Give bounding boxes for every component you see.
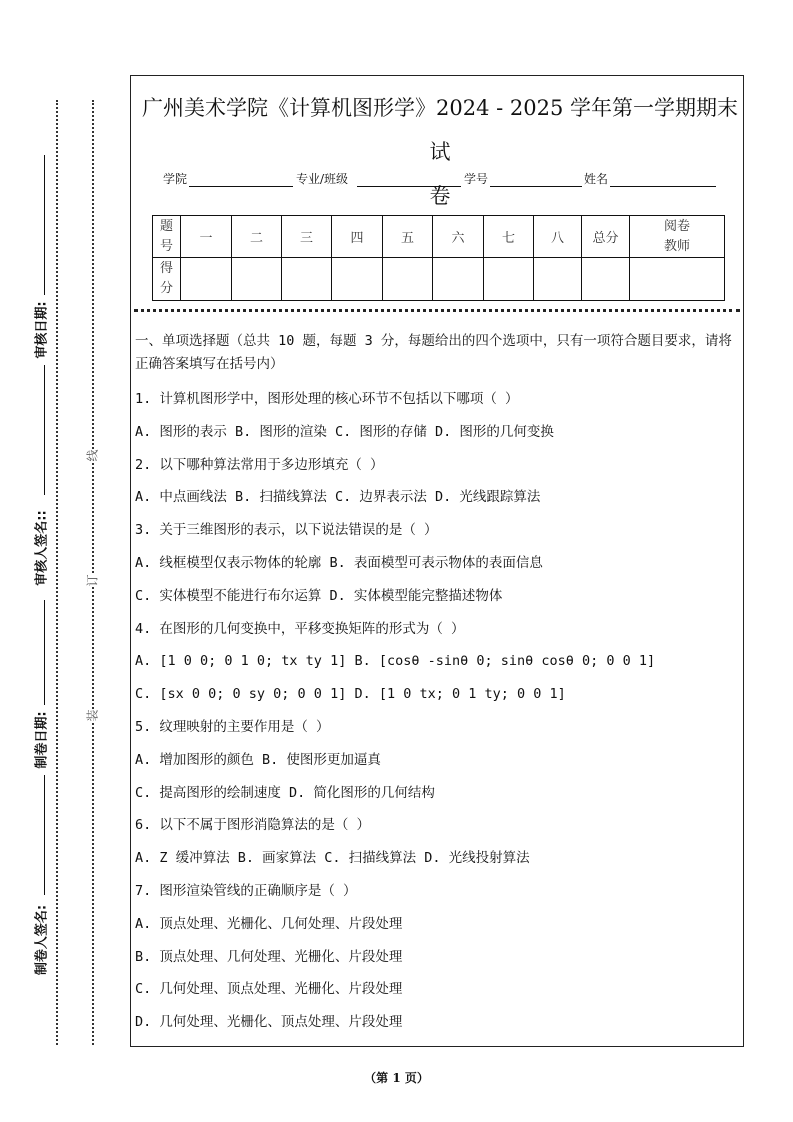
question-options: C. [sx 0 0; 0 sy 0; 0 0 1] D. [1 0 tx; 0 1 ty; 0 0 1] (135, 686, 566, 703)
question-stem: 1. 计算机图形学中，图形处理的核心环节不包括以下哪项（ ） (135, 391, 519, 407)
score-cell[interactable] (383, 258, 433, 301)
cut-mark-ding: 订 (85, 574, 100, 587)
college-label: 学院 (163, 172, 188, 186)
col-7: 七 (484, 216, 534, 258)
student-id-label: 学号 (464, 172, 489, 186)
col-total: 总分 (582, 216, 630, 258)
college-field[interactable] (189, 186, 293, 187)
question-options: A. 中点画线法 B. 扫描线算法 C. 边界表示法 D. 光线跟踪算法 (135, 489, 541, 506)
author-signature-label: 制卷人签名: (34, 904, 50, 976)
col-1: 一 (181, 216, 232, 258)
major-class-label: 专业/班级 (296, 172, 349, 186)
score-cell[interactable] (534, 258, 582, 301)
question-options: D. 几何处理、光栅化、顶点处理、片段处理 (135, 1014, 403, 1031)
section-heading: 一、单项选择题（总共 10 题，每题 3 分，每题给出的四个选项中，只有一项符合题目要求，请将正确答案填写在括号内） (135, 333, 732, 372)
major-class-field[interactable] (357, 186, 461, 187)
question-options: C. 几何处理、顶点处理、光栅化、片段处理 (135, 981, 403, 998)
score-cell[interactable] (332, 258, 383, 301)
question-options: B. 顶点处理、几何处理、光栅化、片段处理 (135, 948, 403, 965)
question-options: C. 提高图形的绘制速度 D. 简化图形的几何结构 (135, 784, 435, 801)
col-2: 二 (232, 216, 282, 258)
score-cell[interactable] (282, 258, 332, 301)
question-stem: 2. 以下哪种算法常用于多边形填充（ ） (135, 456, 384, 473)
question-options: A. 顶点处理、光栅化、几何处理、片段处理 (135, 915, 403, 932)
paper-date-label: 制卷日期: (34, 711, 50, 769)
header-label-cell: 题 号 (153, 216, 181, 258)
question-options: A. 增加图形的颜色 B. 使图形更加逼真 (135, 751, 381, 768)
score-label-cell: 得 分 (153, 258, 181, 301)
exam-title-line1: 广州美术学院《计算机图形学》2024 - 2025 学年第一学期期末试 (141, 96, 738, 164)
col-grader: 阅卷 教师 (630, 216, 725, 258)
question-options: A. [1 0 0; 0 1 0; tx ty 1] B. [cosθ -sinθ 0; sinθ cosθ 0; 0 0 1] (135, 653, 656, 670)
col-5: 五 (383, 216, 433, 258)
exam-title-line2: 卷 (429, 184, 451, 208)
review-date-underline (44, 155, 45, 295)
col-4: 四 (332, 216, 383, 258)
col-6: 六 (433, 216, 484, 258)
score-cell[interactable] (181, 258, 232, 301)
name-label: 姓名 (584, 172, 609, 186)
score-cell[interactable] (582, 258, 630, 301)
question-options: A. 线框模型仅表示物体的轮廓 B. 表面模型可表示物体的表面信息 (135, 554, 543, 571)
score-cell[interactable] (484, 258, 534, 301)
question-options: C. 实体模型不能进行布尔运算 D. 实体模型能完整描述物体 (135, 587, 503, 604)
question-stem: 3. 关于三维图形的表示，以下说法错误的是（ ） (135, 522, 438, 539)
exam-title (138, 86, 742, 218)
cut-mark-xian: 线 (85, 449, 100, 462)
question-section (135, 330, 740, 1039)
section-separator (134, 309, 740, 312)
binding-dotted-line-outer (56, 100, 58, 1045)
name-field[interactable] (610, 186, 716, 187)
author-signature-underline (44, 775, 45, 895)
question-options: A. Z 缓冲算法 B. 画家算法 C. 扫描线算法 D. 光线投射算法 (135, 850, 530, 867)
page-number: （第 1 页） (364, 1071, 429, 1085)
question-options: A. 图形的表示 B. 图形的渲染 C. 图形的存储 D. 图形的几何变换 (135, 423, 554, 440)
student-id-field[interactable] (490, 186, 582, 187)
review-date-label: 审核日期: (34, 301, 50, 359)
score-table-header-row (153, 216, 725, 258)
question-stem: 4. 在图形的几何变换中，平移变换矩阵的形式为（ ） (135, 620, 465, 637)
question-stem: 6. 以下不属于图形消隐算法的是（ ） (135, 817, 371, 834)
score-cell[interactable] (433, 258, 484, 301)
score-table (152, 215, 725, 301)
reviewer-signature-underline (44, 365, 45, 495)
score-table-score-row (153, 258, 725, 301)
reviewer-signature-label: 审核人签名:: (34, 510, 50, 586)
grader-cell[interactable] (630, 258, 725, 301)
cut-mark-zhuang: 装 (85, 709, 100, 722)
score-cell[interactable] (232, 258, 282, 301)
binding-dotted-line-inner (92, 100, 94, 1045)
question-stem: 7. 图形渲染管线的正确顺序是（ ） (135, 882, 357, 899)
question-stem: 5. 纹理映射的主要作用是（ ） (135, 718, 330, 735)
paper-date-underline (44, 600, 45, 705)
col-8: 八 (534, 216, 582, 258)
col-3: 三 (282, 216, 332, 258)
